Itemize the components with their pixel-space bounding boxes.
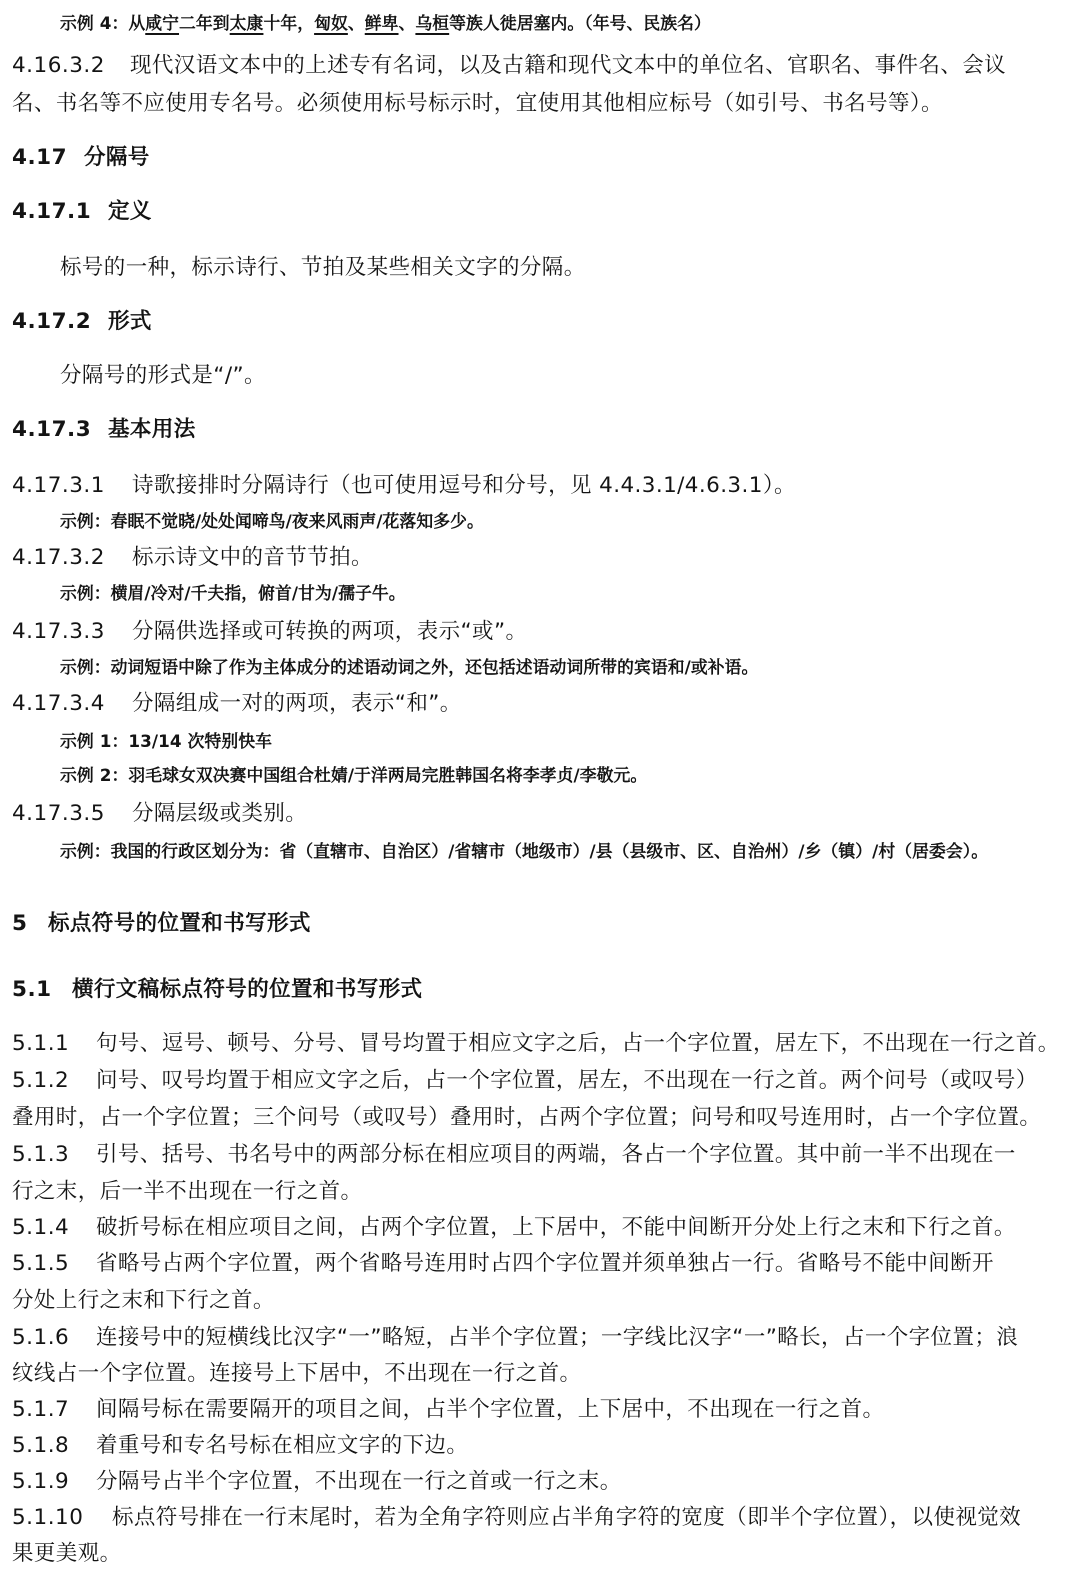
clause-5-1-5 — [12, 1246, 994, 1277]
section-title: 横行文稿标点符号的位置和书写形式 — [72, 977, 423, 1002]
clause-number: 4.17.3.3 — [12, 619, 105, 644]
clause-number: 4.17.3.2 — [12, 545, 105, 570]
clause-4-16-3-2-cont — [12, 86, 943, 117]
section-title: 定义 — [108, 199, 152, 224]
clause-5-1-2 — [12, 1063, 1038, 1094]
section-number: 4.17.3 — [12, 417, 92, 442]
section-number: 4.17 — [12, 145, 68, 170]
clause-text: 诗歌接排时分隔诗行（也可使用逗号和分号，见 4.4.3.1/4.6.3.1）。 — [132, 473, 796, 498]
example-4-17-3-4-2: 示例 2：羽毛球女双决赛中国组合杜婧/于洋两局完胜韩国名将李孝贞/李敬元。 — [60, 765, 648, 785]
clause-text: 句号、逗号、顿号、分号、冒号均置于相应文字之后，占一个字位置，居左下，不出现在一行之首。 — [96, 1031, 1060, 1056]
section-number: 5.1 — [12, 977, 52, 1002]
example-4-17-3-5: 示例：我国的行政区划分为：省（直辖市、自治区）/省辖市（地级市）/县（县级市、区、自治州）/乡（镇）/村（居委会）。 — [60, 841, 989, 861]
clause-text: 标示诗文中的音节节拍。 — [132, 545, 373, 570]
section-heading-4-17-3 — [12, 412, 196, 443]
chapter-title: 标点符号的位置和书写形式 — [48, 911, 311, 936]
definition-text: 标号的一种，标示诗行、节拍及某些相关文字的分隔。 — [60, 255, 586, 280]
clause-number: 4.17.3.1 — [12, 473, 105, 498]
ethnic-name-wuhuan: 乌桓 — [415, 13, 450, 33]
clause-text: 分隔供选择或可转换的两项，表示“或”。 — [132, 619, 528, 644]
clause-5-1-1 — [12, 1026, 1060, 1057]
clause-number: 5.1.1 — [12, 1031, 70, 1056]
clause-number: 5.1.10 — [12, 1505, 84, 1530]
section-heading-5-1 — [12, 972, 422, 1003]
era-name-xianning: 咸宁 — [145, 13, 180, 33]
clause-5-1-6-cont: 纹线占一个字位置。连接号上下居中，不出现在一行之首。 — [12, 1361, 582, 1386]
clause-5-1-10 — [12, 1500, 1021, 1531]
clause-4-17-3-4 — [12, 686, 462, 717]
example-prefix: 示例 4：从 — [60, 13, 146, 33]
clause-text: 省略号占两个字位置，两个省略号连用时占四个字位置并须单独占一行。省略号不能中间断开 — [96, 1251, 994, 1276]
section-number: 4.17.2 — [12, 309, 92, 334]
clause-text: 现代汉语文本中的上述专有名词，以及古籍和现代文本中的单位名、官职名、事件名、会议 — [130, 53, 1007, 78]
example-suffix: 等族人徙居塞内。（年号、民族名） — [449, 13, 711, 33]
clause-4-17-3-3 — [12, 614, 527, 645]
clause-text: 分隔层级或类别。 — [132, 801, 308, 826]
clause-number: 5.1.3 — [12, 1142, 70, 1167]
ethnic-name-xiongnu: 匈奴 — [314, 13, 348, 33]
separator: 、 — [398, 13, 416, 33]
section-title: 分隔号 — [84, 145, 150, 170]
clause-number: 5.1.2 — [12, 1068, 70, 1093]
clause-number: 5.1.7 — [12, 1397, 70, 1422]
chapter-heading-5 — [12, 906, 311, 937]
example-text: 十年， — [263, 13, 315, 33]
ethnic-name-xianbei: 鲜卑 — [364, 13, 399, 33]
clause-text: 名、书名等不应使用专名号。必须使用标号标示时，宜使用其他相应标号（如引号、书名号等）。 — [12, 91, 943, 116]
example-4-17-3-4-1: 示例 1：13/14 次特别快车 — [60, 731, 273, 751]
section-title: 基本用法 — [108, 417, 196, 442]
chapter-number: 5 — [12, 911, 28, 936]
clause-number: 4.16.3.2 — [12, 53, 105, 78]
section-number: 4.17.1 — [12, 199, 92, 224]
section-heading-4-17 — [12, 140, 150, 171]
example-4-17-3-3: 示例：动词短语中除了作为主体成分的述语动词之外，还包括述语动词所带的宾语和/或补语。 — [60, 657, 759, 677]
clause-text: 连接号中的短横线比汉字“一”略短，占半个字位置；一字线比汉字“一”略长，占一个字位置；浪 — [96, 1325, 1019, 1350]
clause-number: 4.17.3.4 — [12, 691, 105, 716]
section-heading-4-17-2 — [12, 304, 152, 335]
clause-4-17-3-5 — [12, 796, 307, 827]
clause-text: 标点符号排在一行末尾时，若为全角字符则应占半角字符的宽度（即半个字位置），以使视觉效 — [112, 1505, 1022, 1530]
clause-text: 破折号标在相应项目之间，占两个字位置，上下居中，不能中间断开分处上行之末和下行之首。 — [96, 1215, 1016, 1240]
clause-number: 5.1.5 — [12, 1251, 70, 1276]
clause-number: 4.17.3.5 — [12, 801, 105, 826]
clause-4-16-3-2 — [12, 48, 1006, 79]
clause-5-1-2-cont: 叠用时，占一个字位置；三个问号（或叹号）叠用时，占两个字位置；问号和叹号连用时，占一个字位置。 — [12, 1105, 1042, 1130]
clause-4-17-3-1 — [12, 468, 796, 499]
clause-text: 引号、括号、书名号中的两部分标在相应项目的两端，各占一个字位置。其中前一半不出现在一 — [96, 1142, 1016, 1167]
example-4-17-3-1: 示例：春眠不觉晓/处处闻啼鸟/夜来风雨声/花落知多少。 — [60, 511, 484, 531]
clause-5-1-4 — [12, 1210, 1016, 1241]
clause-5-1-9 — [12, 1464, 622, 1495]
clause-text: 着重号和专名号标在相应文字的下边。 — [96, 1433, 469, 1458]
separator: 、 — [347, 13, 365, 33]
clause-number: 5.1.9 — [12, 1469, 70, 1494]
clause-text: 间隔号标在需要隔开的项目之间，占半个字位置，上下居中，不出现在一行之首。 — [96, 1397, 885, 1422]
era-name-taikang: 太康 — [229, 13, 264, 33]
clause-4-17-3-2 — [12, 540, 373, 571]
clause-number: 5.1.6 — [12, 1325, 70, 1350]
example-text: 二年到 — [179, 13, 230, 33]
clause-5-1-3-cont: 行之末，后一半不出现在一行之首。 — [12, 1179, 363, 1204]
clause-5-1-6 — [12, 1320, 1018, 1351]
section-heading-4-17-1 — [12, 194, 152, 225]
example-era-ethnic-names — [60, 10, 711, 34]
example-4-17-3-2: 示例：横眉/冷对/千夫指，俯首/甘为/孺子牛。 — [60, 583, 406, 603]
clause-5-1-8 — [12, 1428, 468, 1459]
clause-text: 分隔号占半个字位置，不出现在一行之首或一行之末。 — [96, 1469, 622, 1494]
clause-5-1-3 — [12, 1137, 1016, 1168]
clause-number: 5.1.4 — [12, 1215, 70, 1240]
clause-text: 分隔组成一对的两项，表示“和”。 — [132, 691, 462, 716]
form-text: 分隔号的形式是“/”。 — [60, 363, 266, 388]
clause-text: 问号、叹号均置于相应文字之后，占一个字位置，居左，不出现在一行之首。两个问号（或叹号） — [96, 1068, 1038, 1093]
section-title: 形式 — [108, 309, 152, 334]
clause-5-1-7 — [12, 1392, 884, 1423]
clause-5-1-10-cont: 果更美观。 — [12, 1541, 122, 1566]
clause-number: 5.1.8 — [12, 1433, 70, 1458]
clause-5-1-5-cont: 分处上行之末和下行之首。 — [12, 1288, 275, 1313]
